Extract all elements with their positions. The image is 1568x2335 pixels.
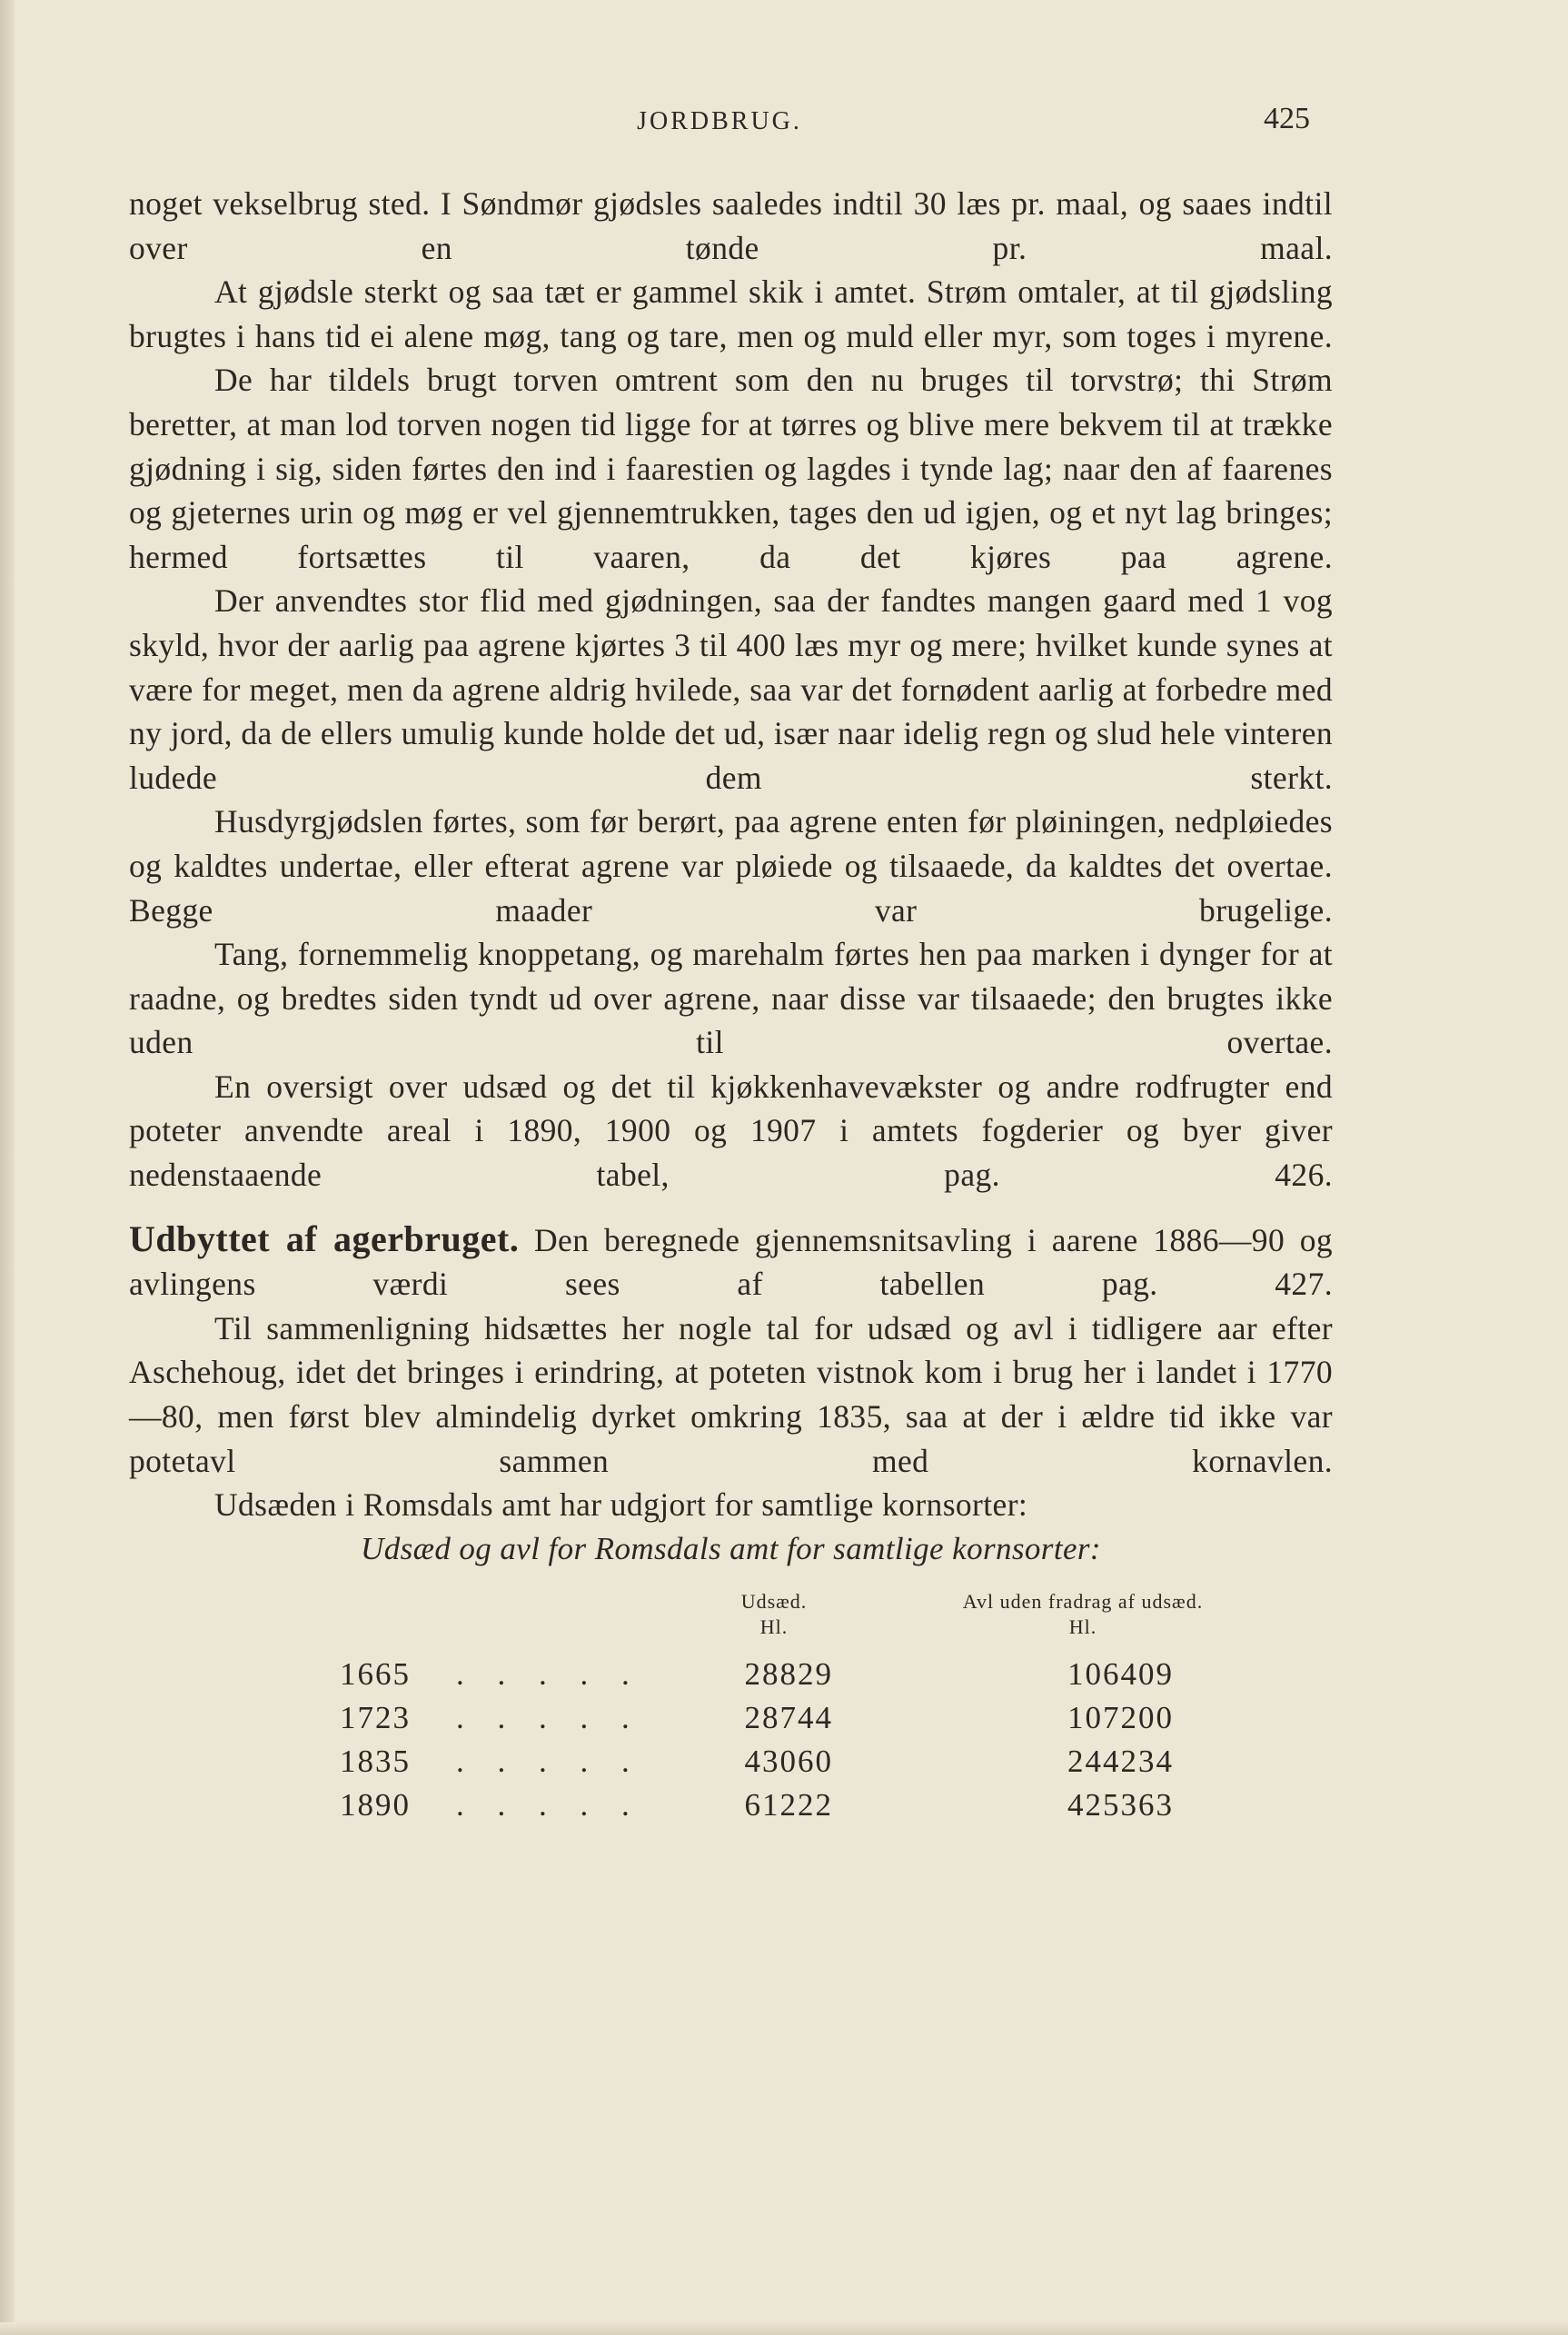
paragraph: Tang, fornemmelig knoppetang, og marehalm førtes hen paa marken i dynger for at raadne, og bredtes siden tyndt ud over agrene, naar disse var tilsaaede; den brugtes ikke uden til overtae. xyxy=(129,936,1333,1061)
column-header-seed-unit: Hl. xyxy=(759,1615,789,1639)
page-edge xyxy=(0,0,15,2335)
year-cell: 1723 xyxy=(340,1700,411,1736)
year-cell: 1890 xyxy=(340,1787,411,1823)
section-heading: Udbyttet af agerbruget. xyxy=(129,1217,520,1259)
year-cell: 1835 xyxy=(340,1744,411,1780)
section-text: Den beregnede gjennemsnitsavling i aarene 1886—90 og avlingens værdi sees af tabellen pag. 427. xyxy=(129,1221,1333,1303)
column-header-yield-label: Avl uden fradrag af udsæd. xyxy=(962,1590,1204,1614)
year-cell: 1665 xyxy=(340,1656,411,1693)
table-row xyxy=(129,1696,1333,1738)
seed-cell: 28744 xyxy=(744,1700,833,1736)
yield-cell: 107200 xyxy=(1067,1700,1174,1736)
seed-cell: 28829 xyxy=(744,1656,833,1693)
dot-leader: . . . . . xyxy=(456,1700,642,1736)
seed-cell: 61222 xyxy=(744,1787,833,1823)
table-row xyxy=(129,1740,1333,1782)
table-row xyxy=(129,1784,1333,1825)
column-header-seed-label: Udsæd. xyxy=(740,1590,808,1614)
yield-cell: 425363 xyxy=(1067,1787,1174,1823)
column-header-seed xyxy=(692,1589,856,1640)
yield-cell: 244234 xyxy=(1067,1744,1174,1780)
bottom-edge xyxy=(0,2322,1568,2335)
paragraph: En oversigt over udsæd og det til kjøkkenhavevækster og andre rodfrugter end poteter anvendte areal i 1890, 1900 og 1907 i amtets fogderier og byer giver nedenstaaende tabel, pag. 426. xyxy=(129,1068,1333,1194)
data-table xyxy=(129,1589,1333,1853)
table-caption: Udsæd og avl for Romsdals amt for samtlige kornsorter: xyxy=(361,1530,1101,1566)
page-number: 425 xyxy=(1264,102,1310,135)
paragraph: Husdyrgjødslen førtes, som før berørt, paa agrene enten før pløiningen, nedpløiedes og kaldtes undertae, eller efterat agrene var pløiede og tilsaaede, da kaldtes det overtae. Begge maader var brugelige. xyxy=(129,803,1333,929)
page-header xyxy=(129,102,1310,144)
paragraph: noget vekselbrug sted. I Søndmør gjødsles saaledes indtil 30 læs pr. maal, og saaes indtil over en tønde pr. maal. xyxy=(129,185,1333,266)
dot-leader: . . . . . xyxy=(456,1656,642,1693)
paragraph: Udsæden i Romsdals amt har udgjort for samtlige kornsorter: xyxy=(214,1486,1028,1524)
paragraph: At gjødsle sterkt og saa tæt er gammel skik i amtet. Strøm omtaler, at til gjødsling brugtes i hans tid ei alene møg, tang og tare, men og muld eller myr, som toges i myrene. xyxy=(129,273,1333,354)
seed-cell: 43060 xyxy=(744,1744,833,1780)
paragraph: Til sammenligning hidsættes her nogle tal for udsæd og avl i tidligere aar efter Aschehoug, idet det bringes i erindring, at poteten vistnok kom i brug her i landet i 1770—80, men først blev almindelig dyrket omkring 1835, saa at der i ældre tid ikke var potetavl sammen med kornavlen. xyxy=(129,1309,1333,1479)
body-text xyxy=(129,182,1333,1853)
column-header-yield-unit: Hl. xyxy=(1068,1615,1097,1639)
section-paragraph xyxy=(129,1217,1333,1307)
running-title: JORDBRUG. xyxy=(637,107,802,135)
dot-leader: . . . . . xyxy=(456,1744,642,1780)
yield-cell: 106409 xyxy=(1067,1656,1174,1693)
paragraph: De har tildels brugt torven omtrent som den nu bruges til torvstrø; thi Strøm beretter, at man lod torven nogen tid ligge for at tørres og blive mere bekvem til at trække gjødning i sig, siden førtes den ind i faarestien og lagdes i tynde lag; naar den af faarenes og gjeternes urin og møg er vel gjennemtrukken, tages den ud igjen, og et nyt lag bringes; hermed fortsættes til vaaren, da det kjøres paa agrene. xyxy=(129,362,1333,575)
table-row xyxy=(129,1653,1333,1694)
dot-leader: . . . . . xyxy=(456,1787,642,1823)
column-header-yield xyxy=(847,1589,1319,1640)
paragraph: Der anvendtes stor flid med gjødningen, saa der fandtes mangen gaard med 1 vog skyld, hvor der aarlig paa agrene kjørtes 3 til 400 læs myr og mere; hvilket kunde synes at være for meget, men da agrene aldrig hvilede, saa var det fornødent aarlig at forbedre med ny jord, da de ellers umulig kunde holde det ud, især naar idelig regn og slud hele vinteren ludede dem sterkt. xyxy=(129,582,1333,796)
